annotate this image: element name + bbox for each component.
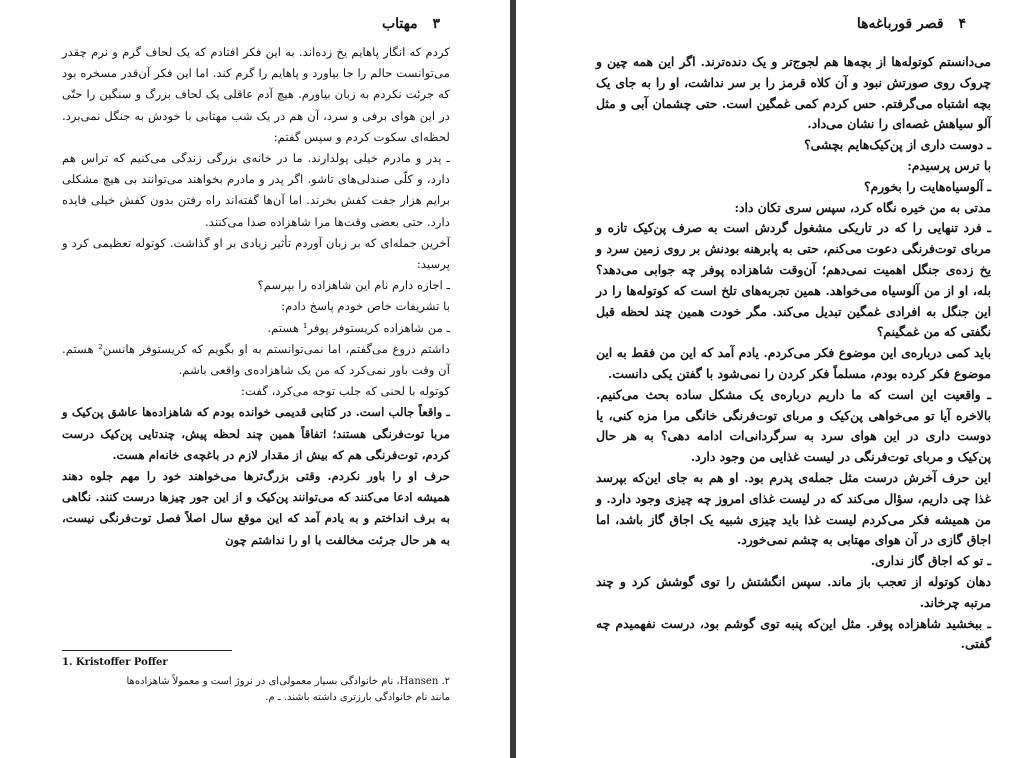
right-page-running-title: قصر قورباغه‌ها bbox=[856, 16, 944, 32]
left-page-body bbox=[62, 42, 450, 551]
footnote-2 bbox=[62, 674, 450, 706]
footnote-divider bbox=[62, 650, 232, 651]
paragraph: باید کمی درباره‌ی این موضوع فکر می‌کردم. یادم آمد که این من فقط به این موضوع فکر کرده بودم، مسلماً فکر کردن را نمی‌شود با گفتن یکی دانست. bbox=[596, 345, 991, 381]
paragraph: می‌دانستم کوتوله‌ها از بچه‌ها هم لجوج‌تر و یک دنده‌ترند. اگر این همه چین و چروک روی صورتش نبود و آن کلاه قرمز را بر سر نداشت، او را به جای یک بچه اشتباه می‌گرفتم. حس کردم کمی غمگین است. حتی چشمان آبی و مثل آلو سیاهش غصه‌ای را نشان می‌داد. bbox=[596, 54, 991, 132]
paragraph: ـ اجازه دارم نام این شاهزاده را بپرسم؟ bbox=[257, 278, 450, 293]
paragraph: ـ واقعیت این است که ما داریم درباره‌ی یک مشکل ساده بحث می‌کنیم. بالاخره آیا تو می‌خواهی پن‌کیک و مربای توت‌فرنگی خانگی مرا مزه کنی، یا دوست داری در این هوای سرد به سرگردانی‌ات ادامه دهی؟ به هر حال پن‌کیک و مربای توت‌فرنگی در لیست غذایی من وجود دارد. bbox=[596, 386, 991, 465]
paragraph: ـ من شاهزاده کریستوفر پوفر¹ هستم. bbox=[267, 320, 450, 335]
paragraph: با ترس پرسیدم: bbox=[907, 157, 991, 173]
paragraph: ـ پدر و مادرم خیلی پولدارند. ما در خانه‌ی بزرگی زندگی می‌کنیم که تراس هم دارد، و کلّی صندلی‌های تاشو. اگر پدر و مادرم بخواهند می‌توانند بی هیچ مشکلی برایم هزار جفت کفش بخرند. اما آن‌ها گفته‌اند راه رفتن بدون کفش خیلی فایده دارد. حتی بعضی وقت‌ها مرا شاهزاده صدا می‌کنند. bbox=[62, 151, 450, 229]
paragraph: دهان کوتوله از تعجب باز ماند. سپس انگشتش را توی گوشش کرد و چند مرتبه چرخاند. bbox=[596, 573, 991, 610]
paragraph: مدتی به من خیره نگاه کرد، سپس سری تکان داد: bbox=[734, 199, 991, 215]
paragraph: ـ آلوسیاه‌هایت را بخورم؟ bbox=[863, 178, 991, 194]
left-page-number: ۳ bbox=[432, 16, 440, 32]
paragraph: ـ دوست داری از پن‌کیک‌هایم بچشی؟ bbox=[804, 137, 991, 153]
paragraph: این حرف آخرش درست مثل جمله‌ی پدرم بود. او هم به جای این‌که بپرسد غذا چی داریم، سؤال می‌کند که در لیست غذای امروز چه چیزی وجود دارد. و من همیشه فکر می‌کردم لیست غذا باید چیزی شبیه یک اجاق گاز باشد، اما اجاق گازی در آن هوای مهتابی به چشم نمی‌خورد. bbox=[596, 469, 991, 548]
right-page-body bbox=[596, 52, 991, 655]
paragraph: ـ فرد تنهایی را که در تاریکی مشغول گردش است به صرف پن‌کیک تازه و مربای توت‌فرنگی دعوت می‌کنم، حتی به پابرهنه بودنش بر روی زمین سرد و یخ زده‌ی جنگل اهمیت نمی‌دهم؛ آن‌وقت شاهزاده پوفر چه جوابی می‌دهد؟ بله، او از من آلوسیاه می‌خواهد. همین تجربه‌های تلخ است که کوتوله‌ها را در این جنگل به افرادی غمگین تبدیل می‌کند. مگر خودت همین چند لحظه قبل نگفتی که من غمگینم؟ bbox=[596, 220, 991, 340]
footnote-1: 1. Kristoffer Poffer bbox=[62, 657, 168, 668]
left-page bbox=[0, 0, 510, 758]
right-page bbox=[516, 0, 1024, 758]
paragraph: ـ ببخشید شاهزاده پوفر. مثل این‌که پنبه توی گوشم بود، درست نفهمیدم چه گفتی. bbox=[596, 615, 991, 652]
paragraph: حرف او را باور نکردم. وقتی بزرگ‌ترها می‌خواهند خود را مهم جلوه دهند همیشه ادعا می‌کنند که می‌توانند پن‌کیک و از این جور چیزها درست کنند. نگاهی به برف انداختم و به یادم آمد که این موقع سال اصلاً فصل توت‌فرنگی نیست، به هر حال جرئت مخالفت با او را نداشتم چون bbox=[62, 469, 450, 547]
right-page-header bbox=[586, 14, 966, 34]
paragraph: داشتم دروغ می‌گفتم، اما نمی‌توانستم به او بگویم که کریستوفر هانسن² هستم. آن وقت باور نمی‌کرد که من یک شاهزاده‌ی واقعی باشم. bbox=[62, 341, 450, 378]
right-page-number: ۴ bbox=[958, 16, 966, 32]
left-page-running-title: مهتاب bbox=[381, 16, 418, 32]
paragraph: ـ تو که اجاق گاز نداری. bbox=[870, 553, 991, 569]
paragraph: آخرین جمله‌ای که بر زبان آوردم تأثیر زیادی بر او گذاشت. کوتوله تعظیمی کرد و پرسید: bbox=[62, 235, 450, 272]
footnote-line: مانند نام خانوادگی بارزتری داشته باشند. ـ م. bbox=[265, 692, 450, 703]
paragraph: با تشریفات خاص خودم پاسخ دادم: bbox=[281, 299, 450, 314]
paragraph: کوتوله با لحنی که جلب توجه می‌کرد، گفت: bbox=[241, 384, 450, 399]
paragraph: کردم که انگار پاهایم یخ زده‌اند. به این فکر افتادم که یک لحاف گرم و نرم چقدر می‌توانست حالم را جا بیاورد و پاهایم را گرم کند. اما این فکر آن‌قدر مسخره بود که جرئت نکردم به زبان بیاورم. هیچ آدم عاقلی یک لحاف بزرگ و سنگین را حتّی در این هوای برفی و سرد، آن هم در یک شب مهتابی با خودش به جنگل نمی‌برد. لحظه‌ای سکوت کردم و سپس گفتم: bbox=[62, 45, 450, 144]
paragraph: ـ واقعاً جالب است. در کتابی قدیمی خوانده بودم که شاهزاده‌ها عاشق پن‌کیک و مربا توت‌فرنگی هستند؛ اتفاقاً همین چند لحظه پیش، چندتایی پن‌کیک درست کردم، توت‌فرنگی هم که بیش از مقدار لازم در باغچه‌ی خانه‌ام هست. bbox=[62, 405, 450, 462]
footnote-line: ۲. Hansen، نام خانوادگی بسیار معمولی‌ای در نروژ است و معمولاً شاهزاده‌ها bbox=[126, 676, 450, 687]
left-page-header bbox=[60, 14, 440, 34]
